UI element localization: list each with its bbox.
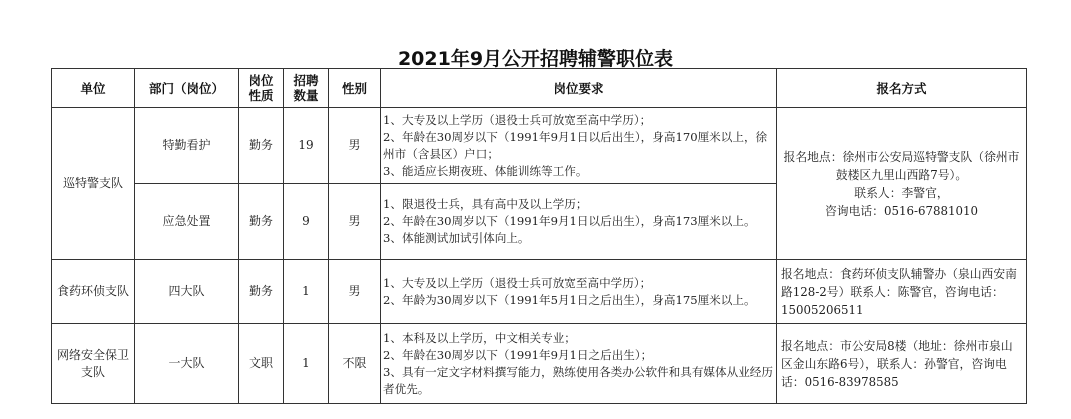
recruitment-table [51, 68, 1027, 404]
requirement-line: 1、大专及以上学历（退役士兵可放宽至高中学历）； [383, 112, 652, 127]
requirement-line: 3、能适应长期夜班、体能训练等工作。 [383, 163, 588, 178]
department-cell: 应急处置 [135, 184, 239, 260]
requirement-line: 2、年龄在30周岁以下（1991年9月1日以后出生），身高170厘米以上，徐州市（含县区）户口； [383, 129, 768, 161]
gender-cell: 男 [329, 184, 381, 260]
requirements-cell [381, 260, 777, 324]
requirement-line: 2、年龄在30周岁以下（1991年9月1日以后出生），身高173厘米以上。 [383, 214, 756, 228]
requirement-line: 3、体能测试加试引体向上。 [383, 231, 530, 245]
requirements-cell [381, 184, 777, 260]
header-unit: 单位 [52, 69, 135, 108]
department-cell: 特勤看护 [135, 108, 239, 184]
gender-cell: 男 [329, 260, 381, 324]
nature-cell: 文职 [239, 324, 284, 404]
requirements-cell [381, 324, 777, 404]
table-row [52, 108, 1027, 184]
nature-cell: 勤务 [239, 260, 284, 324]
nature-cell: 勤务 [239, 108, 284, 184]
signup-cell: 报名地点：徐州市公安局巡特警支队（徐州市鼓楼区九里山西路7号）。 联系人：李警官， 咨询电话：0516-67881010 [777, 108, 1027, 260]
requirement-line: 3、具有一定文字材料撰写能力，熟练使用各类办公软件和具有媒体从业经历者优先。 [383, 364, 773, 396]
requirement-line: 1、大专及以上学历（退役士兵可放宽至高中学历）； [383, 275, 652, 290]
unit-cell: 食药环侦支队 [52, 260, 135, 324]
signup-cell: 报名地点：食药环侦支队辅警办（泉山西安南路128-2号）联系人：陈警官，咨询电话：15005206511 [777, 260, 1027, 324]
table-row [52, 260, 1027, 324]
gender-cell: 男 [329, 108, 381, 184]
header-gender: 性别 [329, 69, 381, 108]
requirement-line: 1、限退役士兵，具有高中及以上学历； [383, 197, 588, 211]
header-count: 招聘 数量 [284, 69, 329, 108]
header-requirements: 岗位要求 [381, 69, 777, 108]
count-cell: 1 [284, 260, 329, 324]
header-row [52, 69, 1027, 108]
header-nature: 岗位 性质 [239, 69, 284, 108]
count-cell: 19 [284, 108, 329, 184]
page-title: 2021年9月公开招聘辅警职位表 [397, 48, 674, 70]
department-cell: 一大队 [135, 324, 239, 404]
requirement-line: 2、年龄在30周岁以下（1991年9月1日之后出生）； [383, 347, 653, 362]
requirement-line: 2、年龄为30周岁以下（1991年5月1日之后出生），身高175厘米以上。 [383, 292, 756, 307]
requirement-line: 1、本科及以上学历，中文相关专业； [383, 330, 576, 345]
nature-cell: 勤务 [239, 184, 284, 260]
header-department: 部门（岗位） [135, 69, 239, 108]
table-row [52, 324, 1027, 404]
unit-cell: 巡特警支队 [52, 108, 135, 260]
gender-cell: 不限 [329, 324, 381, 404]
department-cell: 四大队 [135, 260, 239, 324]
requirements-cell [381, 108, 777, 184]
signup-cell: 报名地点：市公安局8楼（地址：徐州市泉山区金山东路6号），联系人：孙警官，咨询电话：0516-83978585 [777, 324, 1027, 404]
header-signup: 报名方式 [777, 69, 1027, 108]
count-cell: 1 [284, 324, 329, 404]
unit-cell: 网络安全保卫支队 [52, 324, 135, 404]
count-cell: 9 [284, 184, 329, 260]
